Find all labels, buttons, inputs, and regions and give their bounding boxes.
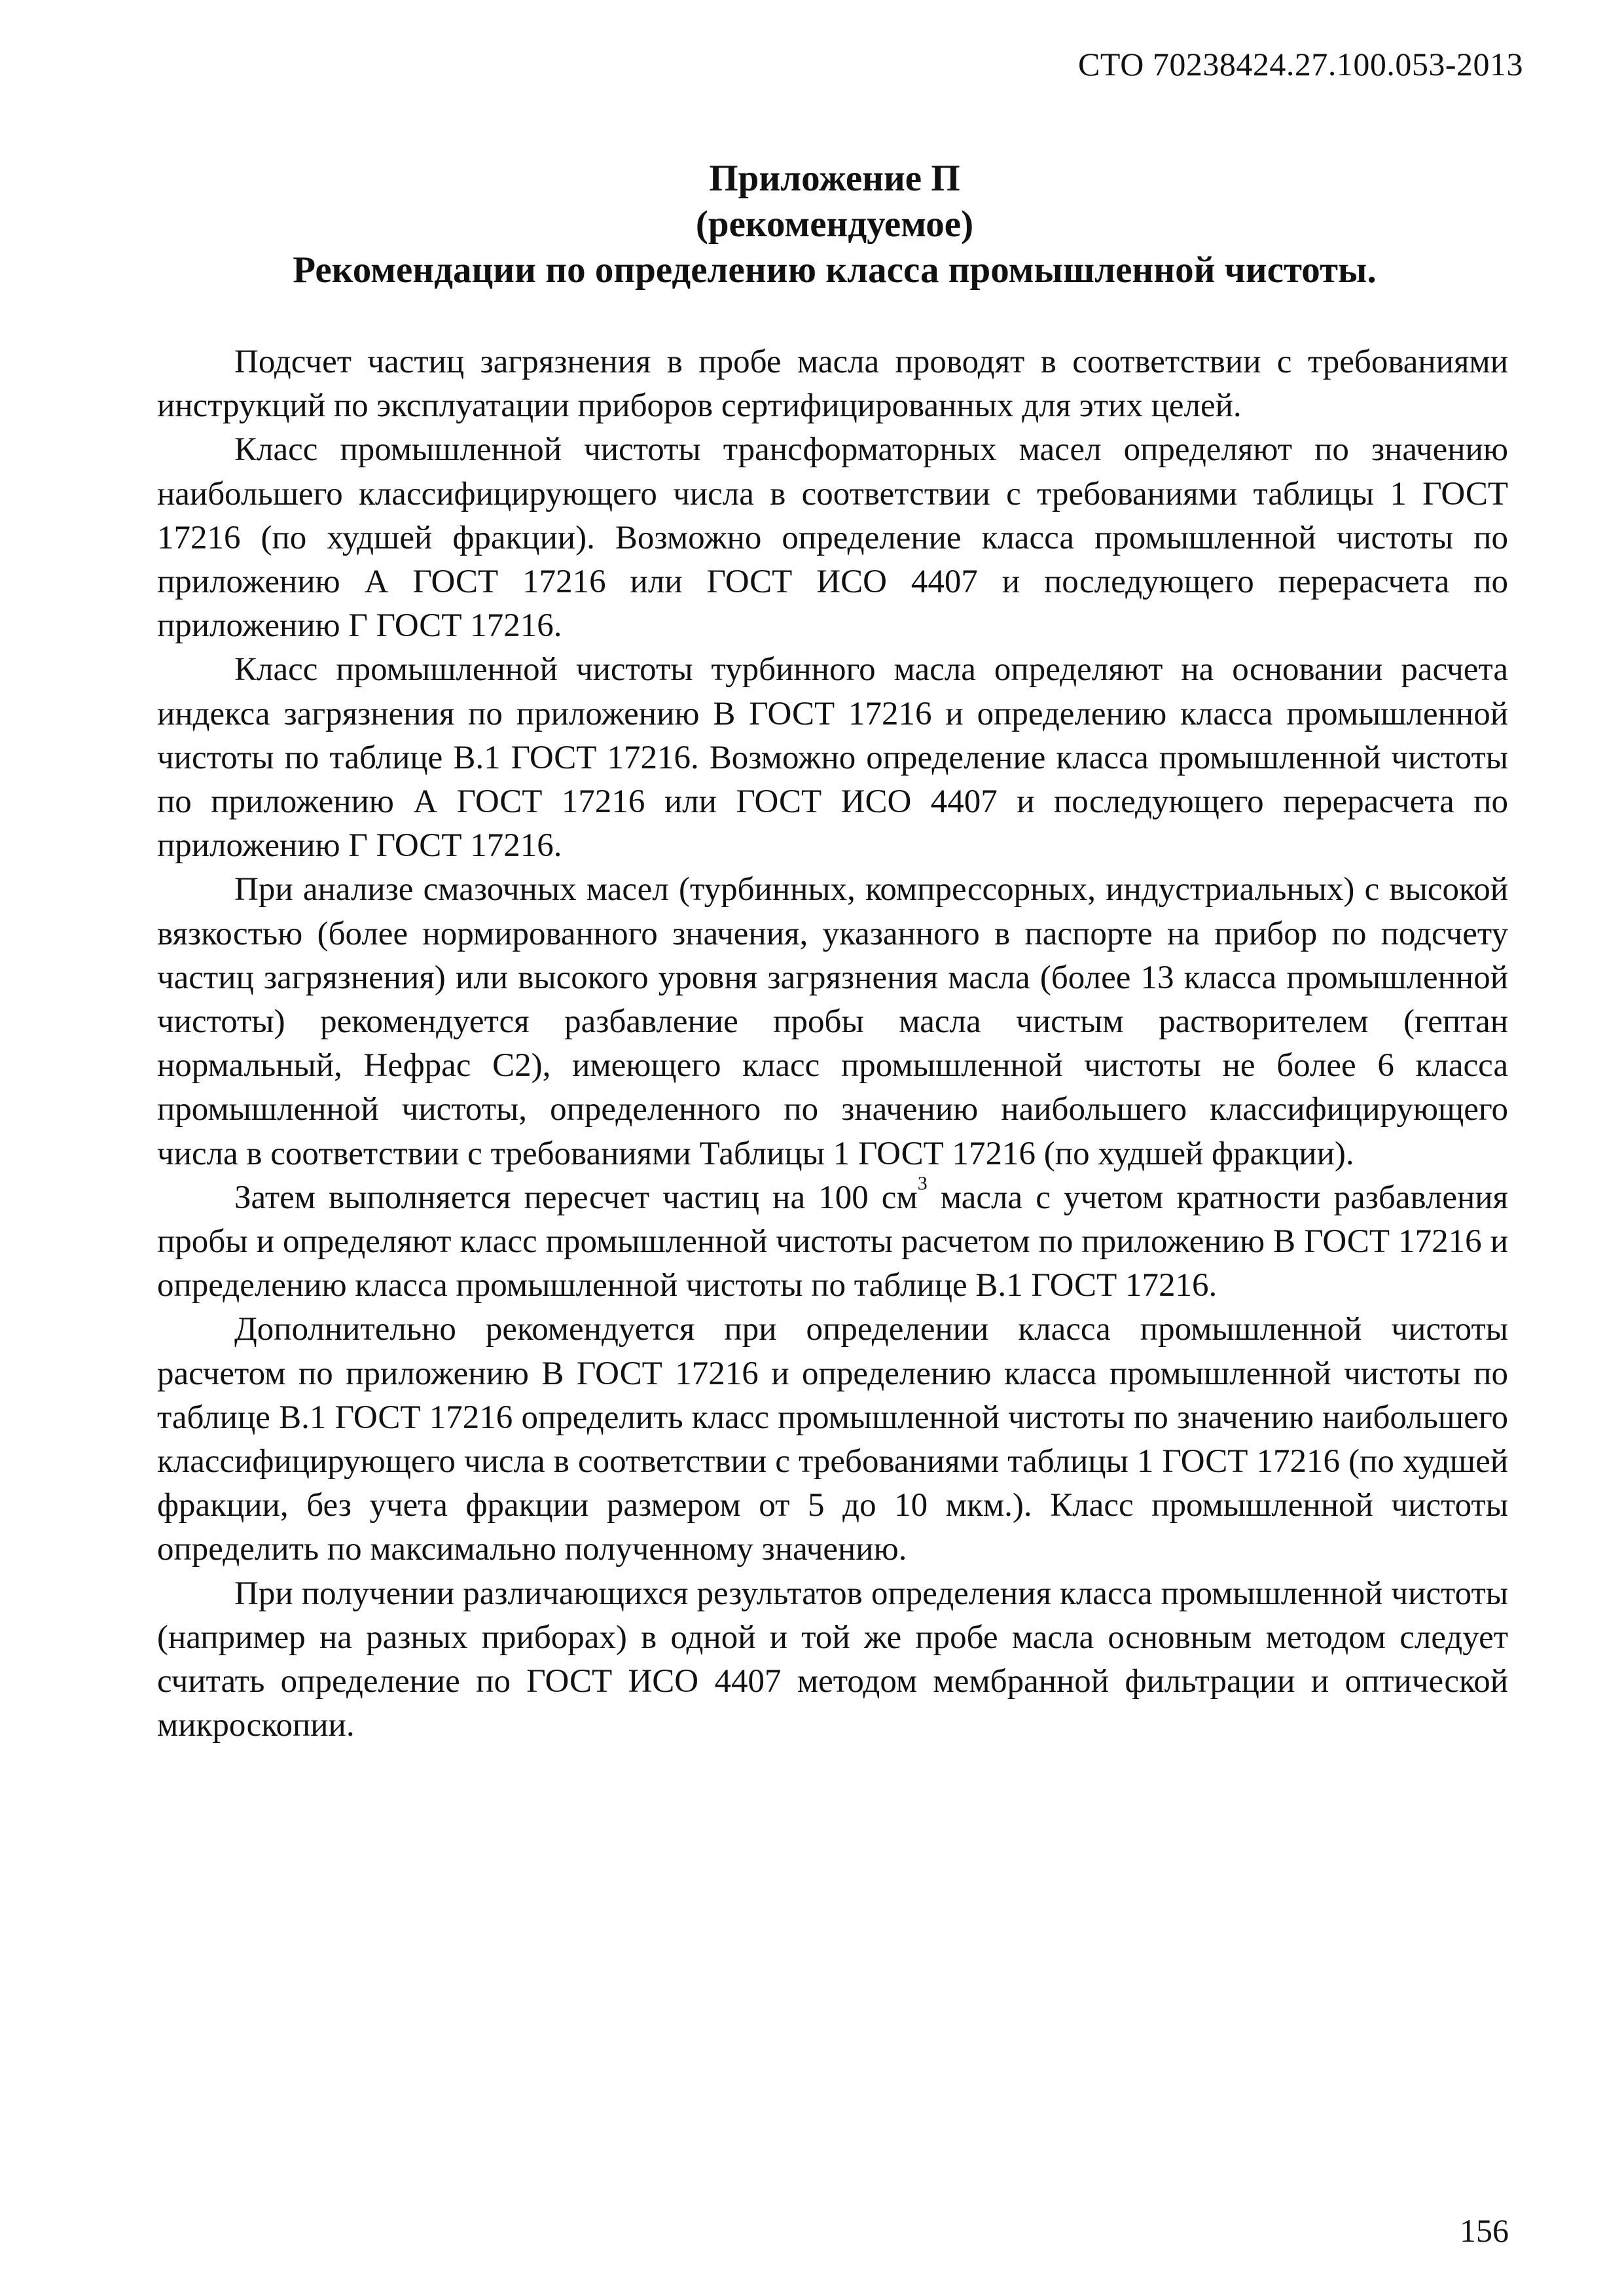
recalc-text-after: масла с учетом кратности разбавления пробы и определяют класс промышленной чистоты расчетом по приложению В ГОСТ 17216 и определению класса промышленной чистоты по таблице В.1 ГОСТ 17216. <box>157 1179 1508 1304</box>
paragraph-transformer-oil: Класс промышленной чистоты трансформаторных масел определяют по значению наибольшего классифицирующего числа в соответствии с требованиями таблицы 1 ГОСТ 17216 (по худшей фракции). Возможно определение класса промышленной чистоты по приложению А ГОСТ 17216 или ГОСТ ИСО 4407 и последующего перерасчета по приложению Г ГОСТ 17216. <box>157 431 1508 645</box>
body-text <box>157 340 1508 1748</box>
appendix-heading: Приложение П <box>709 158 960 199</box>
appendix-title-block <box>157 156 1512 293</box>
paragraph-reference-method: При получении различающихся результатов определения класса промышленной чистоты (например на разных приборах) в одной и той же пробе масла основным методом следует считать определение по ГОСТ ИСО 4407 методом мембранной фильтрации и оптической микроскопии. <box>157 1575 1508 1744</box>
paragraph-particle-counting: Подсчет частиц загрязнения в пробе масла проводят в соответствии с требованиями инструкций по эксплуатации приборов сертифицированных для этих целей. <box>157 344 1508 425</box>
recalc-text-before: Затем выполняется пересчет частиц на 100 см <box>234 1179 918 1216</box>
paragraph-lubricating-oils-dilution: При анализе смазочных масел (турбинных, компрессорных, индустриальных) с высокой вязкостью (более нормированного значения, указанного в паспорте на прибор по подсчету частиц загрязнения) или высокого уровня загрязнения масла (более 13 класса промышленной чистоты) рекомендуется разбавление пробы масла чистым растворителем (гептан нормальный, Нефрас С2), имеющего класс промышленной чистоты не более 6 класса промышленной чистоты, определенного по значению наибольшего классифицирующего числа в соответствии с требованиями Таблицы 1 ГОСТ 17216 (по худшей фракции). <box>157 871 1508 1172</box>
appendix-subject: Рекомендации по определению класса промышленной чистоты. <box>293 249 1377 291</box>
cubic-superscript: 3 <box>917 1172 928 1194</box>
paragraph-recalculation <box>157 1172 1508 1308</box>
document-code-header: СТО 70238424.27.100.053-2013 <box>1078 46 1523 82</box>
paragraph-additional-recommendation: Дополнительно рекомендуется при определении класса промышленной чистоты расчетом по приложению В ГОСТ 17216 и определению класса промышленной чистоты по таблице В.1 ГОСТ 17216 определить класс промышленной чистоты по значению наибольшего классифицирующего числа в соответствии с требованиями таблицы 1 ГОСТ 17216 (по худшей фракции, без учета фракции размером от 5 до 10 мкм.). Класс промышленной чистоты определить по максимально полученному значению. <box>157 1311 1508 1568</box>
paragraph-turbine-oil: Класс промышленной чистоты турбинного масла определяют на основании расчета индекса загрязнения по приложению В ГОСТ 17216 и определению класса промышленной чистоты по таблице В.1 ГОСТ 17216. Возможно определение класса промышленной чистоты по приложению А ГОСТ 17216 или ГОСТ ИСО 4407 и последующего перерасчета по приложению Г ГОСТ 17216. <box>157 651 1508 865</box>
page-number: 156 <box>1460 2212 1509 2249</box>
appendix-status: (рекомендуемое) <box>695 204 974 245</box>
